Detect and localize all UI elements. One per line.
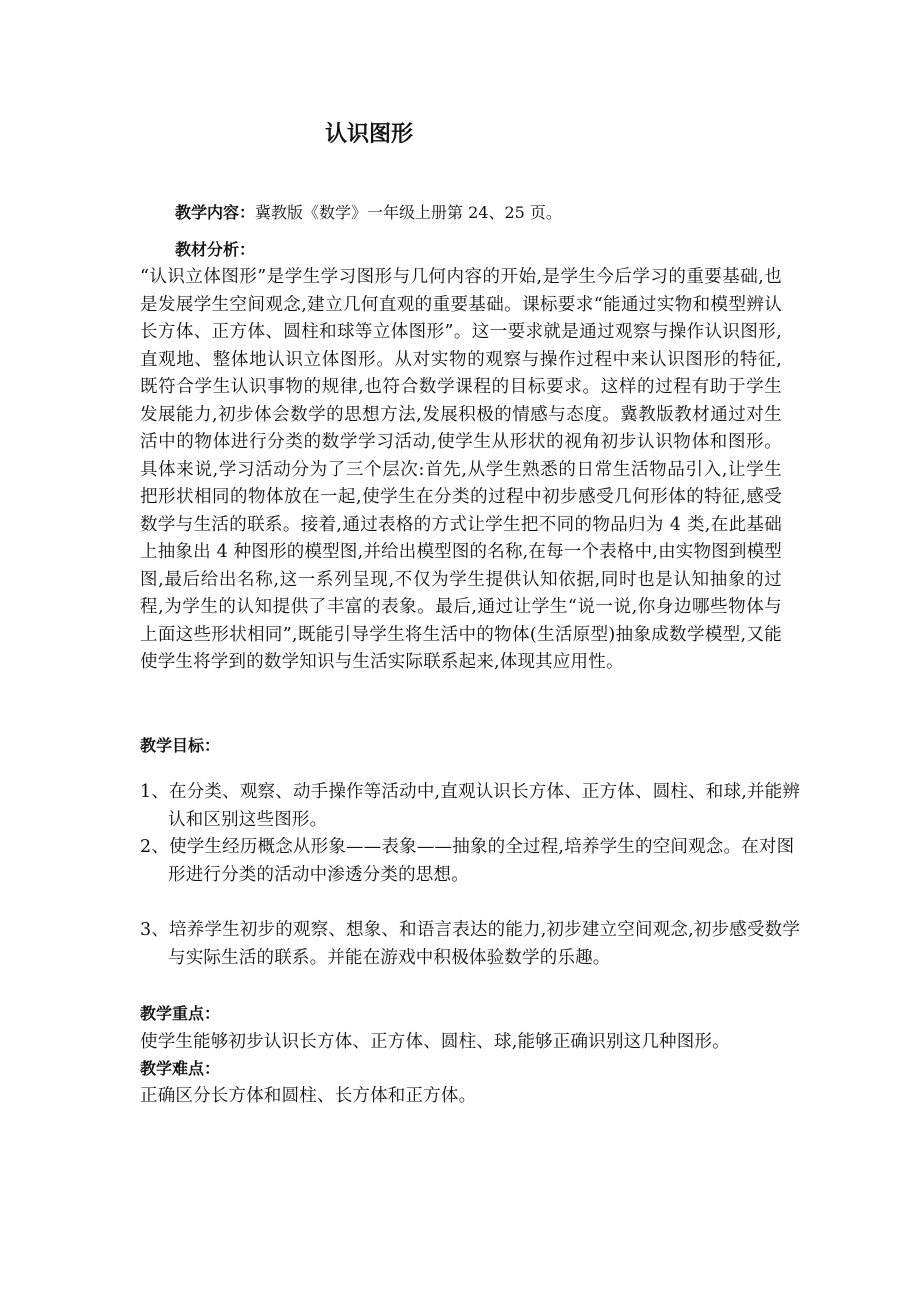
analysis-paragraph: “认识立体图形”是学生学习图形与几何内容的开始,是学生今后学习的重要基础,也是发展学生空间观念,建立几何直观的重要基础。课标要求“能通过实物和模型辨认长方体、正方体、圆柱和球等立体图形”。这一要求就是通过观察与操作认识图形,直观地、整体地认识立体图形。从对实物的观察与操作过程中来认识图形的特征,既符合学生认识事物的规律,也符合数学课程的目标要求。这样的过程有助于学生发展能力,初步体会数学的思想方法,发展积极的情感与态度。冀教版教材通过对生活中的物体进行分类的数学学习活动,使学生从形状的视角初步认识物体和图形。具体来说,学习活动分为了三个层次:首先,从学生熟悉的日常生活物品引入,让学生把形状相同的物体放在一起,使学生在分类的过程中初步感受几何形体的特征,感受数学与生活的联系。接着,通过表格的方式让学生把不同的物品归为 4 类,在此基础上抽象出 4 种图形的模型图,并给出模型图的名称,在每一个表格中,由实物图到模型图,最后给出名称,这一系列呈现,不仅为学生提供认知依据,同时也是认知抽象的过程,为学生的认知提供了丰富的表象。最后,通过让学生“说一说,你身边哪些物体与上面这些形状相同”,既能引导学生将生活中的物体(生活原型)抽象成数学模型,又能使学生将学到的数学知识与生活实际联系起来,体现其应用性。 xyxy=(140,267,782,672)
teaching-content-label: 教学内容： xyxy=(175,203,256,222)
key-points-heading: 教学重点： xyxy=(140,1004,221,1023)
difficult-points-text: 正确区分长方体和圆柱、长方体和正方体。 xyxy=(140,1086,477,1106)
key-points-text: 使学生能够初步认识长方体、正方体、圆柱、球,能够正确识别这几种图形。 xyxy=(140,1032,730,1052)
teaching-content-text: 冀教版《数学》一年级上册第 24、25 页。 xyxy=(255,203,562,222)
objective-item-2: 2、使学生经历概念从形象——表象——抽象的全过程,培养学生的空间观念。在对图形进行分类的活动中渗透分类的思想。 xyxy=(140,837,795,885)
analysis-heading: 教材分析： xyxy=(175,240,256,259)
objectives-heading: 教学目标： xyxy=(140,736,221,755)
difficult-points-heading: 教学难点： xyxy=(140,1059,221,1078)
objective-item-3: 3、培养学生初步的观察、想象、和语言表达的能力,初步建立空间观念,初步感受数学与实际生活的联系。并能在游戏中积极体验数学的乐趣。 xyxy=(140,920,801,968)
teaching-content xyxy=(175,200,562,226)
objective-item-1: 1、在分类、观察、动手操作等活动中,直观认识长方体、正方体、圆柱、和球,并能辨认和区别这些图形。 xyxy=(140,782,801,830)
document-title: 认识图形 xyxy=(325,122,414,147)
